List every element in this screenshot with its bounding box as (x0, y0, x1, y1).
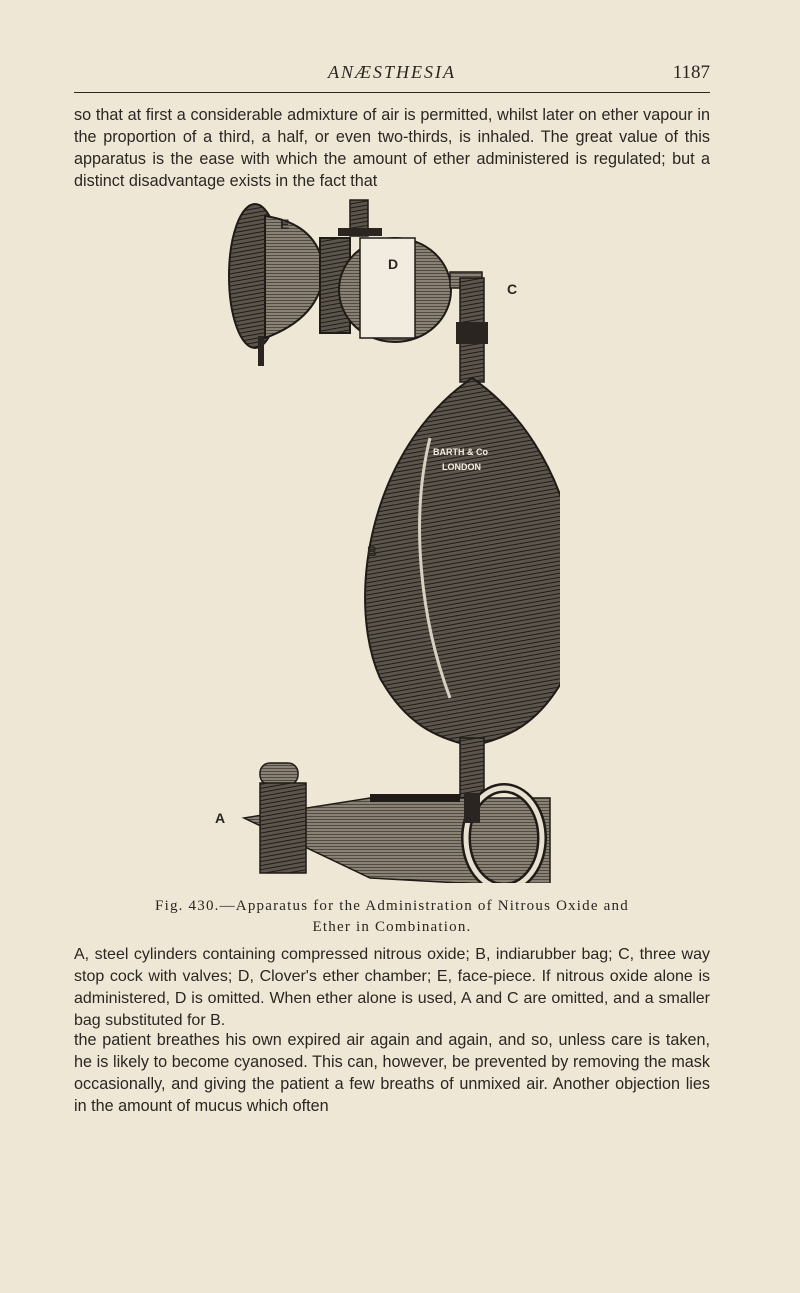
apparatus-illustration (220, 198, 560, 883)
caption-line-2: Ether in Combination. (312, 919, 472, 935)
figure-caption (74, 896, 710, 938)
paragraph-bottom: the patient breathes his own expired air again and again, and so, unless care is taken, he is likely to become cyanosed. This can, however, be prevented by removing the mask occasionally, and giving the patient a few breaths of unmixed air. Another objection lies in the amount of mucus which often (74, 1031, 710, 1115)
running-head (74, 52, 710, 93)
ether-chamber (320, 200, 451, 342)
label-d: D (388, 256, 399, 272)
nitrous-oxide-cylinders (244, 763, 550, 883)
apparatus-figure (215, 198, 560, 883)
caption-line-1: Fig. 430.—Apparatus for the Administration of Nitrous Oxide and (155, 898, 629, 914)
indiarubber-bag (365, 378, 560, 798)
label-e: E (280, 216, 290, 232)
running-title: ANÆSTHESIA (328, 62, 456, 82)
label-b: B (367, 543, 378, 559)
bag-neck (464, 793, 480, 823)
engraving-line-1: BARTH & Co (433, 447, 488, 457)
label-c: C (507, 281, 518, 297)
paragraph-top: so that at first a considerable admixture of air is permitted, whilst later on ether vapour in the proportion of a third, a half, or even two-thirds, is inhaled. The great value of this apparatus is the ease with which the amount of ether administered is regulated; but a distinct disadvantage exists in the fact that (74, 106, 710, 190)
stop-cock (450, 272, 488, 382)
figure-legend: A, steel cylinders containing compressed nitrous oxide; B, indiarubber bag; C, three way stop cock with valves; D, Clover's ether chamber; E, face-piece. If nitrous oxide alone is administered, D is omitted. When ether alone is used, A and C are omitted, and a smaller bag substituted for B. (74, 946, 710, 1029)
face-piece (229, 204, 324, 366)
engraving-line-2: LONDON (442, 462, 481, 472)
page-number: 1187 (672, 62, 710, 83)
label-a: A (215, 810, 226, 826)
